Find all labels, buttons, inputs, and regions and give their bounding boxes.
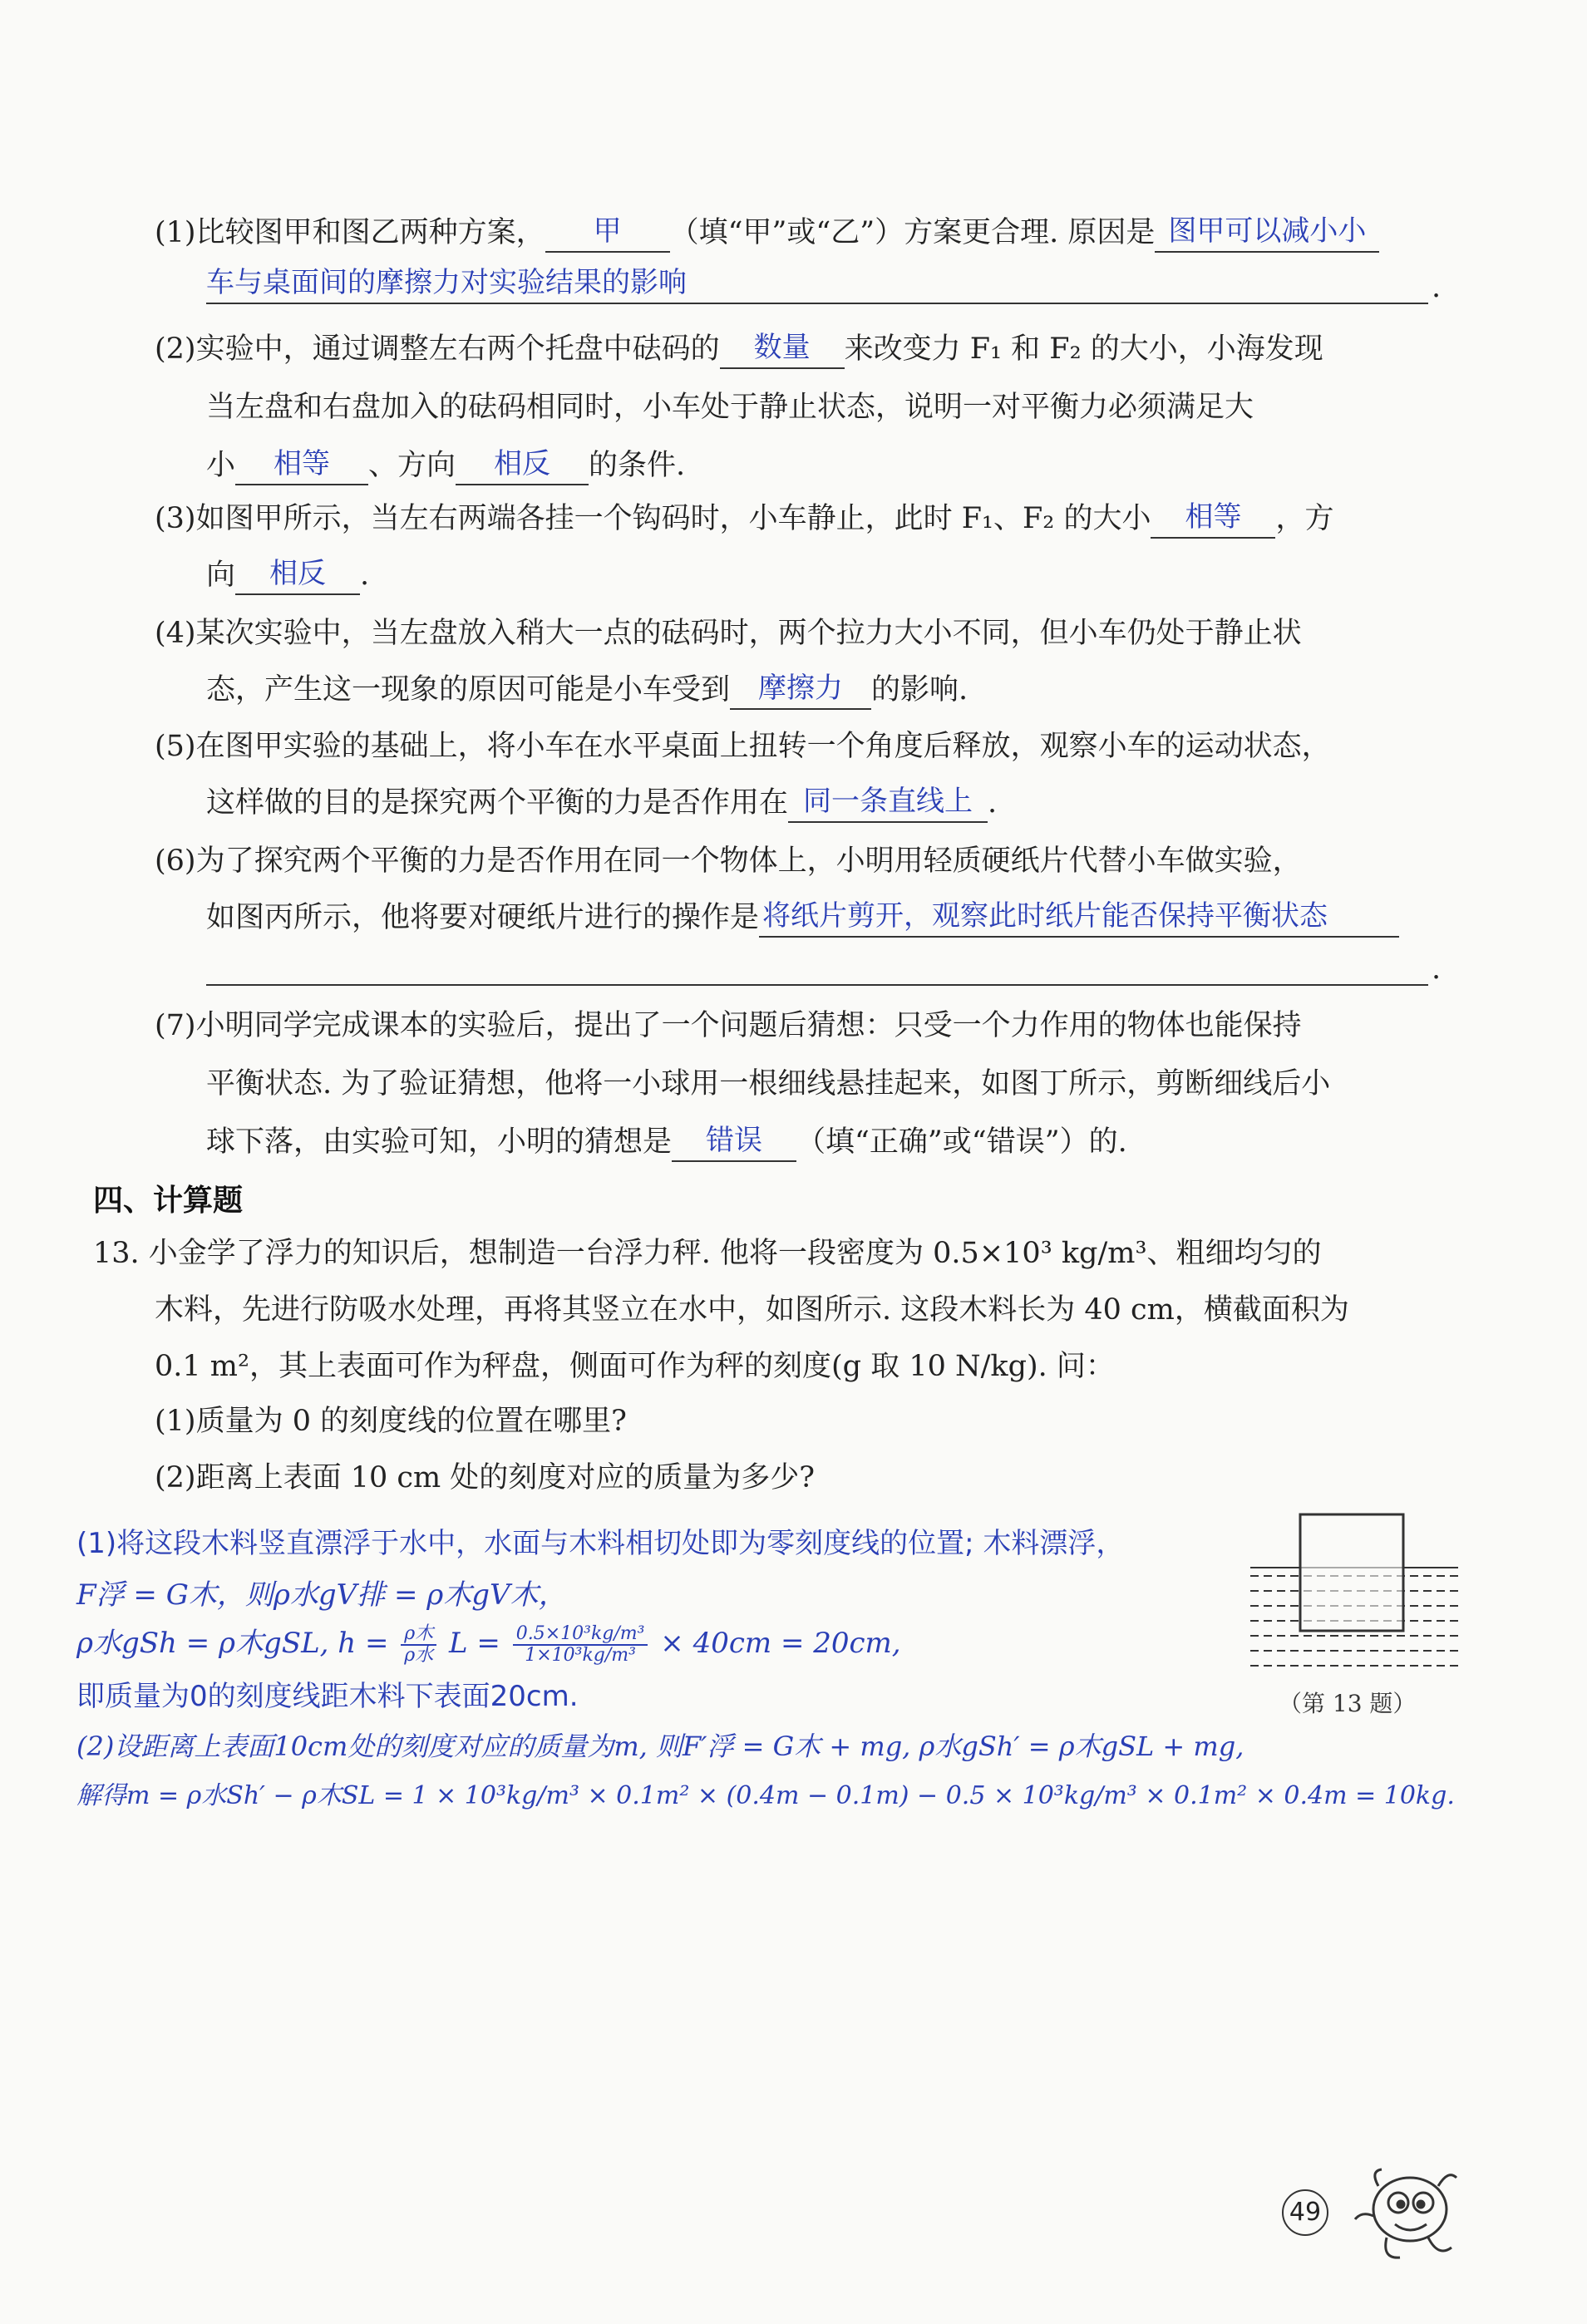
fraction-1-numerator: ρ木 bbox=[401, 1624, 436, 1646]
q7-blank-1[interactable] bbox=[672, 1124, 796, 1162]
q7-line-2: 平衡状态. 为了验证猜想，他将一小球用一根细线悬挂起来，如图丁所示，剪断细线后小 bbox=[206, 1067, 1331, 1100]
q3-line-1 bbox=[155, 499, 1333, 539]
q4-line-1: (4)某次实验中，当左盘放入稍大一点的砝码时，两个拉力大小不同，但小车仍处于静止状 bbox=[155, 617, 1302, 650]
q1-blank-2[interactable] bbox=[1155, 214, 1379, 253]
q2-l3-prefix: 小 bbox=[206, 449, 236, 482]
q13-line-1: 13. 小金学了浮力的知识后，想制造一台浮力秤. 他将一段密度为 0.5×10³ kg/m³、粗细均匀的 bbox=[93, 1237, 1322, 1270]
q6-blank-line-2[interactable] bbox=[206, 984, 1428, 986]
fraction-2-denominator: 1×10³kg/m³ bbox=[525, 1645, 636, 1666]
q1-answer-1: 甲 bbox=[593, 214, 622, 248]
solution-line-6: 解得m = ρ水Sh′ − ρ木SL = 1 × 10³kg/m³ × 0.1m² × (0.4m − 0.1m) − 0.5 × 10³kg/m³ × 0.1m² × 0.4m = 10kg. bbox=[76, 1781, 1455, 1810]
solution-line-3 bbox=[76, 1624, 901, 1666]
q6-line-1: (6)为了探究两个平衡的力是否作用在同一个物体上，小明用轻质硬纸片代替小车做实验， bbox=[155, 844, 1302, 878]
q1-end: . bbox=[1432, 271, 1442, 304]
q6-end: . bbox=[1432, 953, 1442, 986]
solution-eq-part-c: × 40cm = 20cm, bbox=[660, 1627, 901, 1660]
q2-line-3 bbox=[206, 446, 685, 485]
q13-line-3: 0.1 m²，其上表面可作为秤盘，侧面可作为秤的刻度(g 取 10 N/kg). 问： bbox=[155, 1350, 1115, 1383]
q2-prefix: (2)实验中，通过调整左右两个托盘中砝码的 bbox=[155, 332, 720, 366]
q6-line-2 bbox=[206, 898, 1399, 938]
q3-l2-prefix: 向 bbox=[206, 559, 236, 592]
q3-suffix-1: ，方 bbox=[1275, 502, 1334, 535]
density-value-fraction bbox=[513, 1624, 648, 1666]
section-heading: 四、计算题 bbox=[93, 1184, 244, 1218]
q3-answer-2: 相反 bbox=[269, 557, 327, 590]
q7-line-3 bbox=[206, 1122, 1127, 1162]
q1-mid: （填“甲”或“乙”）方案更合理. 原因是 bbox=[669, 216, 1156, 249]
q7-answer-1: 错误 bbox=[706, 1124, 763, 1157]
solution-line-2: F浮 = G木，则ρ水gV排 = ρ木gV木， bbox=[76, 1578, 567, 1612]
q7-suffix: （填“正确”或“错误”）的. bbox=[796, 1125, 1127, 1159]
q1-answer-2a: 图甲可以减小小 bbox=[1168, 214, 1367, 248]
q1-blank-line-2[interactable] bbox=[206, 303, 1428, 304]
q5-line-1: (5)在图甲实验的基础上，将小车在水平桌面上扭转一个角度后释放，观察小车的运动状态， bbox=[155, 730, 1331, 763]
solution-line-4: 即质量为0的刻度线距木料下表面20cm. bbox=[76, 1680, 579, 1713]
q5-prefix: 这样做的目的是探究两个平衡的力是否作用在 bbox=[206, 786, 789, 820]
fraction-1-denominator: ρ水 bbox=[404, 1645, 434, 1666]
q4-prefix: 态，产生这一现象的原因可能是小车受到 bbox=[206, 673, 731, 707]
q4-answer-1: 摩擦力 bbox=[758, 672, 844, 705]
q2-suffix-1: 来改变力 F₁ 和 F₂ 的大小，小海发现 bbox=[844, 332, 1323, 366]
q1-prefix: (1)比较图甲和图乙两种方案， bbox=[155, 216, 545, 249]
q2-answer-3: 相反 bbox=[494, 447, 551, 480]
q5-answer-1: 同一条直线上 bbox=[803, 785, 973, 818]
q4-blank-1[interactable] bbox=[730, 672, 871, 710]
q3-line-2 bbox=[206, 555, 369, 595]
solution-eq-part-a: ρ水gSh = ρ木gSL, h = bbox=[76, 1627, 389, 1660]
q13-sub-2: (2)距离上表面 10 cm 处的刻度对应的质量为多少? bbox=[155, 1461, 816, 1494]
q3-l2-suffix: . bbox=[360, 559, 370, 592]
q1-line-1 bbox=[155, 213, 1379, 253]
q2-line-2: 当左盘和右盘加入的砝码相同时，小车处于静止状态，说明一对平衡力必须满足大 bbox=[206, 391, 1254, 424]
q4-suffix: 的影响. bbox=[871, 673, 968, 707]
q6-prefix: 如图丙所示，他将要对硬纸片进行的操作是 bbox=[206, 901, 760, 934]
fraction-2-numerator: 0.5×10³kg/m³ bbox=[513, 1624, 648, 1646]
q2-l3-suffix: 的条件. bbox=[589, 449, 686, 482]
q5-blank-1[interactable] bbox=[788, 785, 988, 823]
q5-line-2 bbox=[206, 783, 997, 823]
q7-line-1: (7)小明同学完成课本的实验后，提出了一个问题后猜想：只受一个力作用的物体也能保持 bbox=[155, 1009, 1302, 1042]
solution-line-1: (1)将这段木料竖直漂浮于水中，水面与木料相切处即为零刻度线的位置; 木料漂浮， bbox=[76, 1527, 1125, 1560]
q1-answer-2b: 车与桌面间的摩擦力对实验结果的影响 bbox=[206, 266, 687, 299]
solution-line-5: (2)设距离上表面10cm处的刻度对应的质量为m, 则F′浮 = G木 + mg, ρ水gSh′ = ρ木gSL + mg, bbox=[76, 1731, 1244, 1762]
q13-sub-1: (1)质量为 0 的刻度线的位置在哪里? bbox=[155, 1405, 627, 1438]
q2-line-1 bbox=[155, 329, 1323, 369]
q6-blank-1[interactable] bbox=[759, 899, 1399, 938]
q2-l3-mid: 、方向 bbox=[368, 449, 456, 482]
q6-answer-1: 将纸片剪开，观察此时纸片能否保持平衡状态 bbox=[762, 899, 1328, 933]
q13-figure bbox=[1242, 1511, 1466, 1677]
q3-answer-1: 相等 bbox=[1185, 500, 1242, 534]
page-number: 49 bbox=[1282, 2189, 1328, 2236]
figure-caption: （第 13 题） bbox=[1279, 1690, 1417, 1717]
q2-blank-2[interactable] bbox=[235, 447, 368, 485]
q5-suffix: . bbox=[988, 786, 998, 820]
q3-prefix: (3)如图甲所示，当左右两端各挂一个钩码时，小车静止，此时 F₁、F₂ 的大小 bbox=[155, 502, 1151, 535]
q2-answer-1: 数量 bbox=[753, 331, 811, 364]
q7-prefix: 球下落，由实验可知，小明的猜想是 bbox=[206, 1125, 673, 1159]
q2-blank-1[interactable] bbox=[720, 331, 845, 369]
wood-block bbox=[1300, 1514, 1403, 1631]
q3-blank-1[interactable] bbox=[1151, 500, 1275, 539]
q13-line-2: 木料，先进行防吸水处理，再将其竖立在水中，如图所示. 这段木料长为 40 cm，横截面积为 bbox=[155, 1293, 1349, 1327]
q2-answer-2: 相等 bbox=[274, 447, 331, 480]
density-ratio-fraction bbox=[401, 1624, 436, 1666]
q1-blank-1[interactable] bbox=[545, 214, 670, 253]
q4-line-2 bbox=[206, 670, 968, 710]
solution-eq-part-b: L = bbox=[449, 1627, 500, 1660]
q3-blank-2[interactable] bbox=[235, 557, 360, 595]
q2-blank-3[interactable] bbox=[456, 447, 589, 485]
mascot-icon bbox=[1345, 2161, 1470, 2269]
